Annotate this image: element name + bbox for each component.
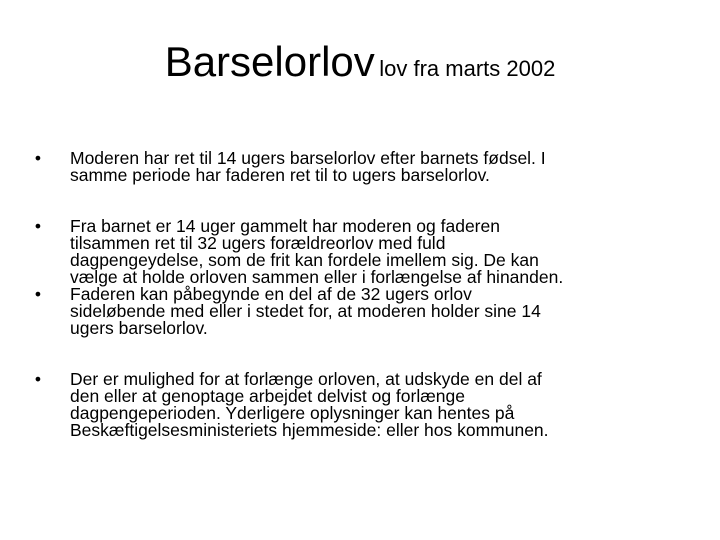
bullet-icon: • [34, 216, 42, 236]
bullet-icon: • [34, 148, 42, 168]
bullet-icon: • [34, 369, 42, 389]
bullet-icon: • [34, 284, 42, 304]
bullet-line: dagpengeperioden. Yderligere oplysninger kan hentes på [70, 403, 515, 423]
bullet-line: dagpengeydelse, som de frit kan fordele imellem sig. De kan [70, 250, 539, 270]
bullet-line: ugers barselorlov. [70, 318, 208, 338]
bullet-list [28, 150, 688, 439]
bullet-line: tilsammen ret til 32 ugers forældreorlov med fuld [70, 233, 446, 253]
title-main: Barselorlov [164, 38, 375, 85]
bullet-line: Moderen har ret til 14 ugers barselorlov efter barnets fødsel. I [70, 148, 546, 168]
bullet-line: Der er mulighed for at forlænge orloven, at udskyde en del af [70, 369, 542, 389]
bullet-line: sideløbende med eller i stedet for, at moderen holder sine 14 [70, 301, 541, 321]
bullet-item-1 [28, 150, 688, 184]
bullet-line: samme periode har faderen ret til to ugers barselorlov. [70, 165, 490, 185]
bullet-item-2 [28, 218, 688, 286]
bullet-line: Fra barnet er 14 uger gammelt har moderen og faderen [70, 216, 500, 236]
bullet-item-4 [28, 371, 688, 439]
bullet-line: Beskæftigelsesministeriets hjemmeside: eller hos kommunen. [70, 420, 549, 440]
title-subtitle: lov fra marts 2002 [379, 56, 556, 81]
slide-title [0, 38, 720, 86]
bullet-line: den eller at genoptage arbejdet delvist og forlænge [70, 386, 465, 406]
bullet-line: Faderen kan påbegynde en del af de 32 ugers orlov [70, 284, 472, 304]
bullet-line: vælge at holde orloven sammen eller i forlængelse af hinanden. [70, 267, 564, 287]
bullet-item-3 [28, 286, 688, 337]
